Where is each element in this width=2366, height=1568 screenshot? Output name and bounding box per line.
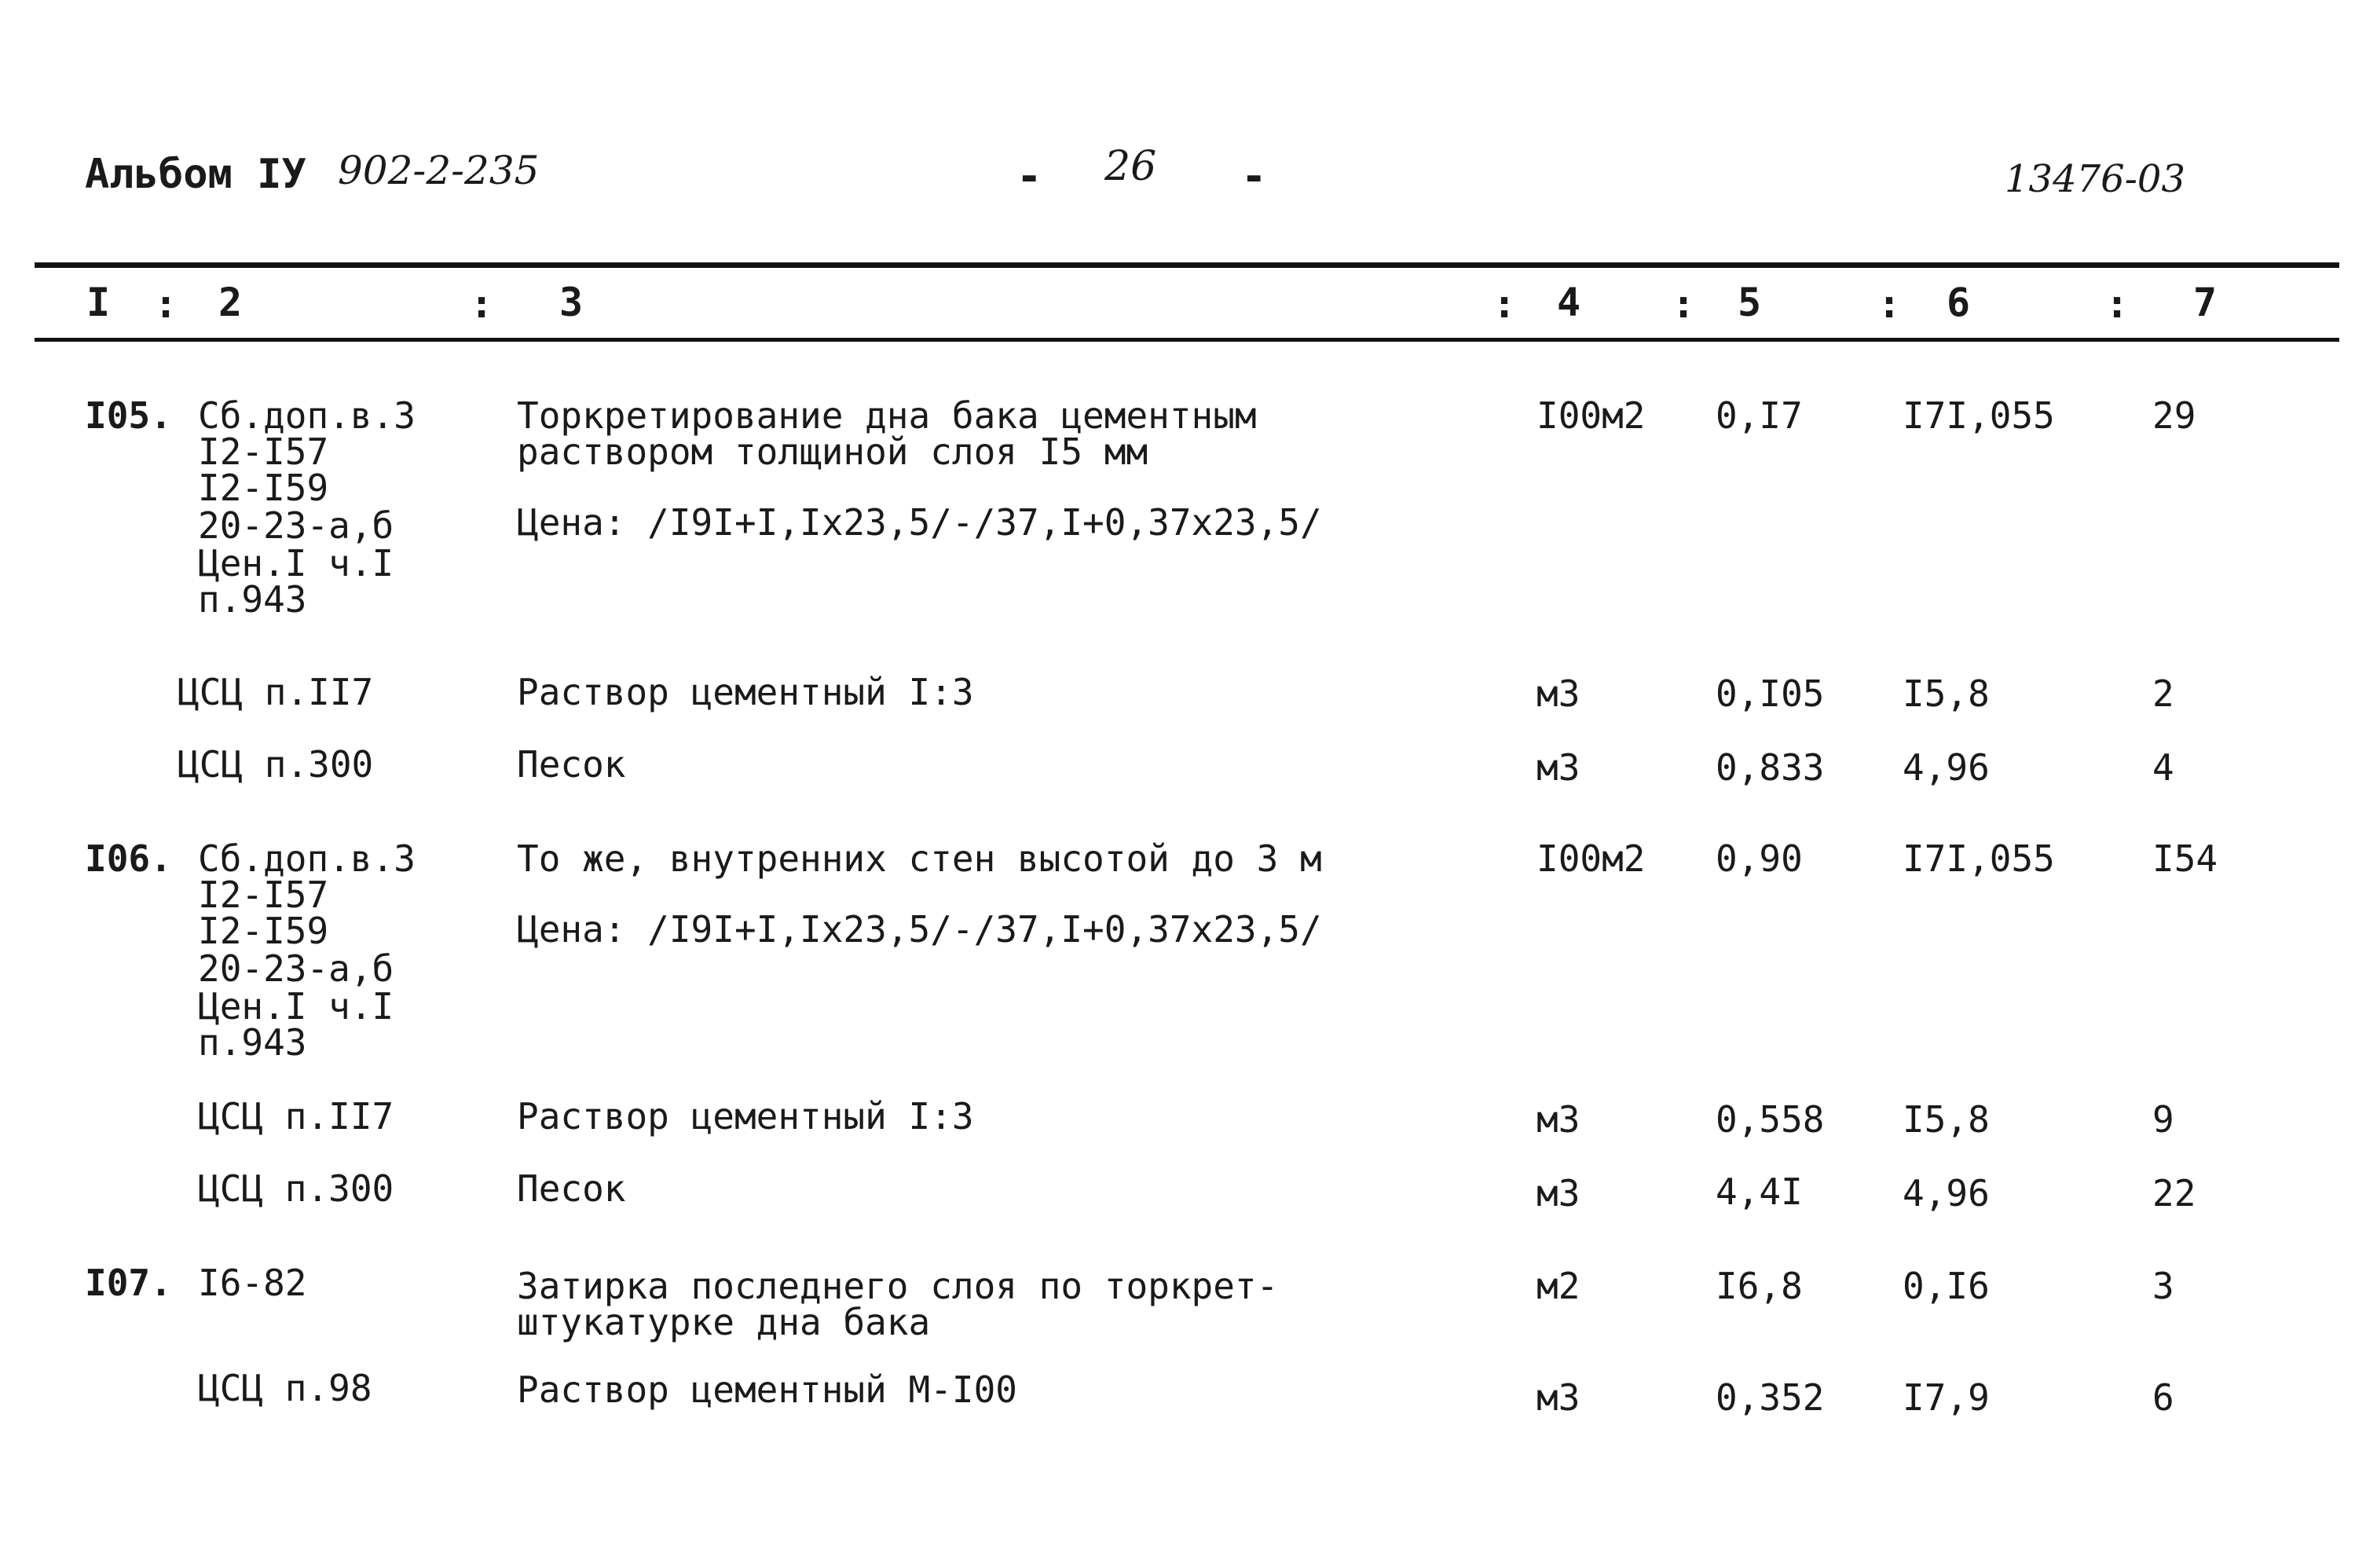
item-description-line: раствором толщиной слоя I5 мм — [517, 430, 1148, 473]
page-dash-left: - — [1016, 152, 1042, 201]
item-total: 29 — [2152, 394, 2196, 437]
table-top-rule — [35, 262, 2339, 268]
column-header-4: 4 — [1557, 280, 1581, 325]
item-quantity: 0,90 — [1716, 837, 1803, 880]
column-header-6: 6 — [1947, 280, 1971, 325]
page-number: 26 — [1104, 143, 1157, 190]
item-unit: I00м2 — [1536, 394, 1646, 437]
column-separator: : — [154, 281, 178, 327]
item-total: 9 — [2152, 1098, 2174, 1141]
project-number: 902-2-235 — [338, 148, 540, 193]
item-reference-line: Цен.I ч.I — [198, 985, 394, 1028]
item-number: I06. — [85, 837, 172, 880]
item-unit: м3 — [1536, 1098, 1580, 1141]
item-unit: м3 — [1536, 1172, 1580, 1214]
item-reference-line: 20-23-а,б — [198, 504, 394, 547]
item-description-line: Торкретирование дна бака цементным — [517, 394, 1257, 437]
column-separator: : — [1877, 281, 1902, 327]
item-unit-rate: I7,9 — [1903, 1376, 1990, 1419]
item-reference-line: I2-I59 — [198, 910, 329, 952]
item-price-formula: Цена: /I9I+I,Iх23,5/-/37,I+0,37х23,5/ — [517, 908, 1322, 951]
item-unit: I00м2 — [1536, 837, 1646, 880]
item-reference-line: п.943 — [198, 578, 307, 621]
item-unit: м3 — [1536, 672, 1580, 715]
item-total: 4 — [2152, 746, 2174, 789]
item-description-line: Раствор цементный I:3 — [517, 671, 974, 713]
item-reference-line: I2-I57 — [198, 874, 329, 916]
item-total: I54 — [2152, 837, 2218, 880]
item-description-line: Песок — [517, 743, 626, 786]
item-total: 3 — [2152, 1265, 2174, 1307]
item-reference-line: ЦСЦ п.300 — [178, 743, 374, 786]
album-word: Альбом — [85, 151, 233, 198]
item-reference-line: ЦСЦ п.II7 — [198, 1095, 394, 1138]
item-number: I05. — [85, 394, 172, 437]
item-unit-rate: 4,96 — [1903, 746, 1990, 789]
column-separator: : — [470, 281, 494, 327]
item-total: 2 — [2152, 672, 2174, 715]
column-header-3: 3 — [559, 280, 584, 325]
item-unit-rate: 0,I6 — [1903, 1265, 1990, 1307]
item-number: I07. — [85, 1262, 172, 1304]
item-quantity: 0,352 — [1716, 1376, 1825, 1419]
item-unit: м3 — [1536, 746, 1580, 789]
column-header-5: 5 — [1738, 280, 1762, 325]
item-quantity: 0,558 — [1716, 1098, 1825, 1141]
column-separator: : — [1672, 281, 1696, 327]
item-description-line: штукатурке дна бака — [517, 1301, 931, 1343]
item-reference-line: I6-82 — [198, 1262, 307, 1304]
item-total: 22 — [2152, 1172, 2196, 1214]
column-header-2: 2 — [218, 280, 243, 325]
item-reference-line: Сб.доп.в.3 — [198, 837, 416, 880]
item-reference-line: Сб.доп.в.3 — [198, 394, 416, 437]
item-description-line: Затирка последнего слоя по торкрет- — [517, 1265, 1279, 1307]
item-quantity: 0,I7 — [1716, 394, 1803, 437]
item-unit: м2 — [1536, 1265, 1580, 1307]
item-unit-rate: I5,8 — [1903, 1098, 1990, 1141]
item-description-line: Раствор цементный М-I00 — [517, 1368, 1017, 1411]
item-reference-line: I2-I59 — [198, 467, 329, 509]
item-description-line: Раствор цементный I:3 — [517, 1095, 974, 1138]
item-quantity: 0,833 — [1716, 746, 1825, 789]
page-dash-right: - — [1241, 152, 1267, 201]
column-header-7: 7 — [2193, 280, 2218, 325]
album-label — [85, 151, 306, 198]
table-header-rule — [35, 338, 2339, 342]
item-reference-line: 20-23-а,б — [198, 947, 394, 990]
item-unit-rate: I7I,055 — [1903, 837, 2055, 880]
item-description-line: Песок — [517, 1167, 626, 1210]
album-number: IУ — [257, 151, 306, 198]
item-description-line: То же, внутренних стен высотой до 3 м — [517, 837, 1322, 880]
item-unit: м3 — [1536, 1376, 1580, 1419]
item-quantity: 0,I05 — [1716, 672, 1825, 715]
item-unit-rate: I7I,055 — [1903, 394, 2055, 437]
item-total: 6 — [2152, 1376, 2174, 1419]
item-quantity: I6,8 — [1716, 1265, 1803, 1307]
item-reference-line: ЦСЦ п.98 — [198, 1367, 372, 1409]
item-price-formula: Цена: /I9I+I,Iх23,5/-/37,I+0,37х23,5/ — [517, 501, 1322, 544]
item-quantity: 4,4I — [1716, 1171, 1803, 1213]
item-unit-rate: I5,8 — [1903, 672, 1990, 715]
item-reference-line: Цен.I ч.I — [198, 542, 394, 584]
column-header-1: I — [86, 280, 111, 325]
column-separator: : — [1492, 281, 1517, 327]
item-reference-line: I2-I57 — [198, 430, 329, 473]
column-separator: : — [2105, 281, 2130, 327]
item-unit-rate: 4,96 — [1903, 1172, 1990, 1214]
item-reference-line: п.943 — [198, 1021, 307, 1064]
item-reference-line: ЦСЦ п.300 — [198, 1167, 394, 1210]
item-reference-line: ЦСЦ п.II7 — [178, 671, 374, 713]
document-code: 13476-03 — [2005, 157, 2185, 201]
